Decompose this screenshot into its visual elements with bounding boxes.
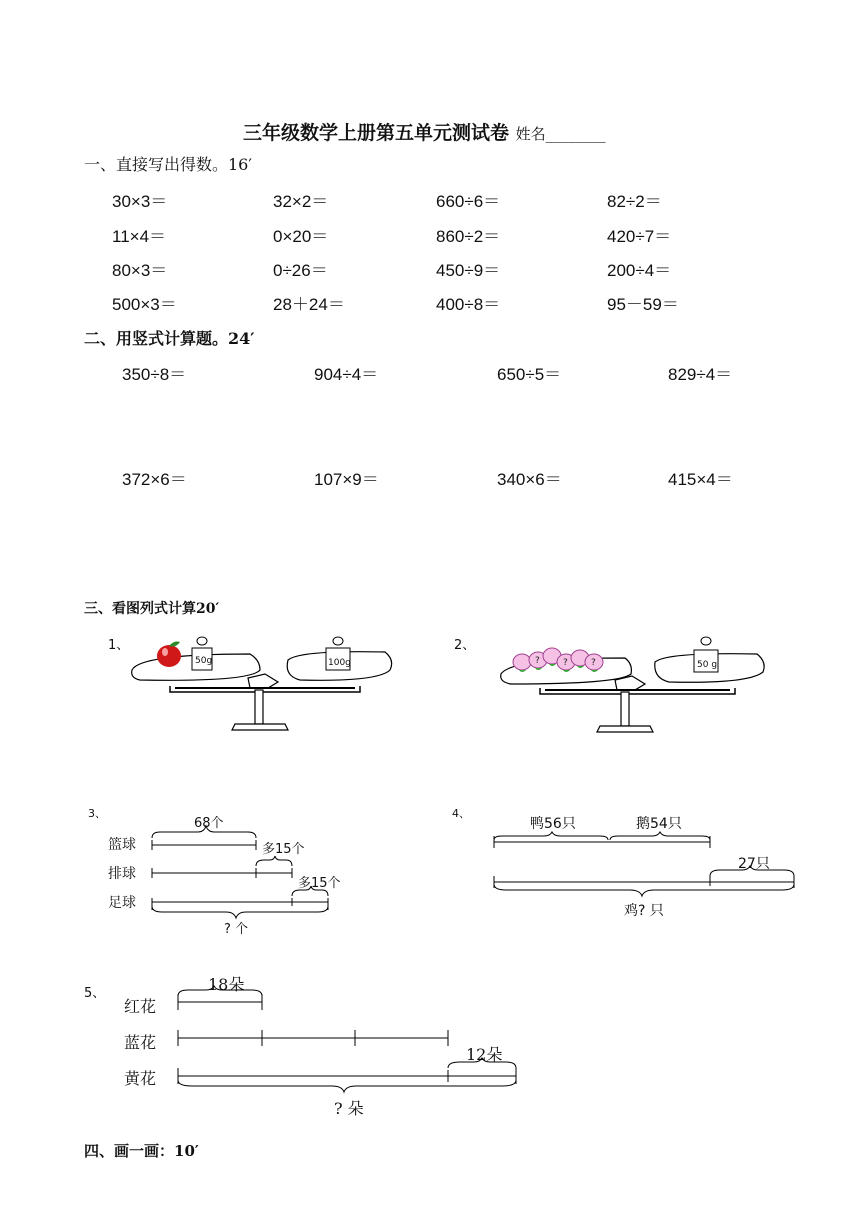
problem-5-top-label: 18朵 (208, 975, 245, 994)
math-problem: 415×4＝ (668, 470, 733, 489)
peach-icon (513, 654, 531, 672)
weight-label-right: 100g (328, 658, 351, 668)
goose-label: 鹅54只 (636, 816, 682, 832)
math-problem: 450÷9＝ (436, 261, 501, 280)
peach-icon (585, 654, 603, 672)
math-problem: 200÷4＝ (607, 261, 672, 280)
math-problem: 30×3＝ (112, 192, 168, 211)
name-field-label: 姓名________ (515, 125, 606, 143)
problem-2-number: 2、 (454, 638, 476, 653)
math-problem: 420÷7＝ (607, 227, 672, 246)
row-label-basketball: 篮球 (108, 837, 136, 853)
math-problem: 0÷26＝ (273, 261, 328, 280)
peach-question-mark: ? (535, 656, 540, 666)
problem-3-number: 3、 (88, 807, 106, 820)
math-problem: 372×6＝ (122, 470, 187, 489)
section-1-heading: 一、直接写出得数。16′ (84, 155, 252, 174)
page-title: 三年级数学上册第五单元测试卷 姓名________ (243, 122, 606, 144)
weight-label-left: 50g (195, 656, 213, 666)
math-problem: 0×20＝ (273, 227, 329, 246)
peach-question-mark: ? (563, 658, 568, 668)
more-label-2: 多15个 (298, 876, 341, 891)
row-label-red-flower: 红花 (124, 997, 157, 1016)
section-3-heading: 三、看图列式计算20′ (84, 601, 220, 617)
row-label-football: 足球 (108, 895, 136, 911)
math-problem: 500×3＝ (112, 295, 177, 314)
extra-label-4: 27只 (738, 856, 770, 872)
row-label-volleyball: 排球 (108, 866, 136, 882)
question-label-4: 鸡? 只 (624, 903, 664, 919)
problem-1-number: 1、 (108, 638, 130, 653)
apple-icon (156, 640, 182, 668)
peach-question-mark: ? (591, 658, 596, 668)
math-problem: 650÷5＝ (497, 365, 562, 384)
math-problem: 829÷4＝ (668, 365, 733, 384)
line-diagram-5 (172, 988, 532, 1098)
line-diagram-3 (140, 820, 340, 920)
problem-3-top-label: 68个 (194, 816, 224, 831)
math-problem: 80×3＝ (112, 261, 168, 280)
section-2-heading: 二、用竖式计算题。24′ (84, 329, 255, 348)
weight-label-right-2: 50 g (697, 660, 718, 670)
section-4-heading: 四、画一画：10′ (84, 1142, 199, 1160)
row-label-blue-flower: 蓝花 (124, 1033, 157, 1052)
math-problem: 660÷6＝ (436, 192, 501, 211)
math-problem: 860÷2＝ (436, 227, 501, 246)
math-problem: 340×6＝ (497, 470, 562, 489)
math-problem: 28＋24＝ (273, 295, 345, 314)
question-label-5: ? 朵 (334, 1099, 364, 1118)
math-problem: 400÷8＝ (436, 295, 501, 314)
more-label-1: 多15个 (262, 842, 305, 857)
weight-icon (190, 636, 214, 672)
math-problem: 350÷8＝ (122, 365, 187, 384)
row-label-yellow-flower: 黄花 (124, 1069, 157, 1088)
duck-label: 鸭56只 (530, 816, 576, 832)
math-problem: 107×9＝ (314, 470, 379, 489)
math-problem: 11×4＝ (112, 227, 167, 246)
extra-label-5: 12朵 (466, 1045, 503, 1064)
math-problem: 32×2＝ (273, 192, 329, 211)
line-diagram-4 (490, 826, 800, 906)
math-problem: 95－59＝ (607, 295, 679, 314)
math-problem: 82÷2＝ (607, 192, 662, 211)
question-label-3: ? 个 (224, 922, 249, 937)
peaches-group (510, 646, 610, 676)
math-problem: 904÷4＝ (314, 365, 379, 384)
problem-5-number: 5、 (84, 986, 106, 1001)
problem-4-number: 4、 (452, 807, 470, 820)
